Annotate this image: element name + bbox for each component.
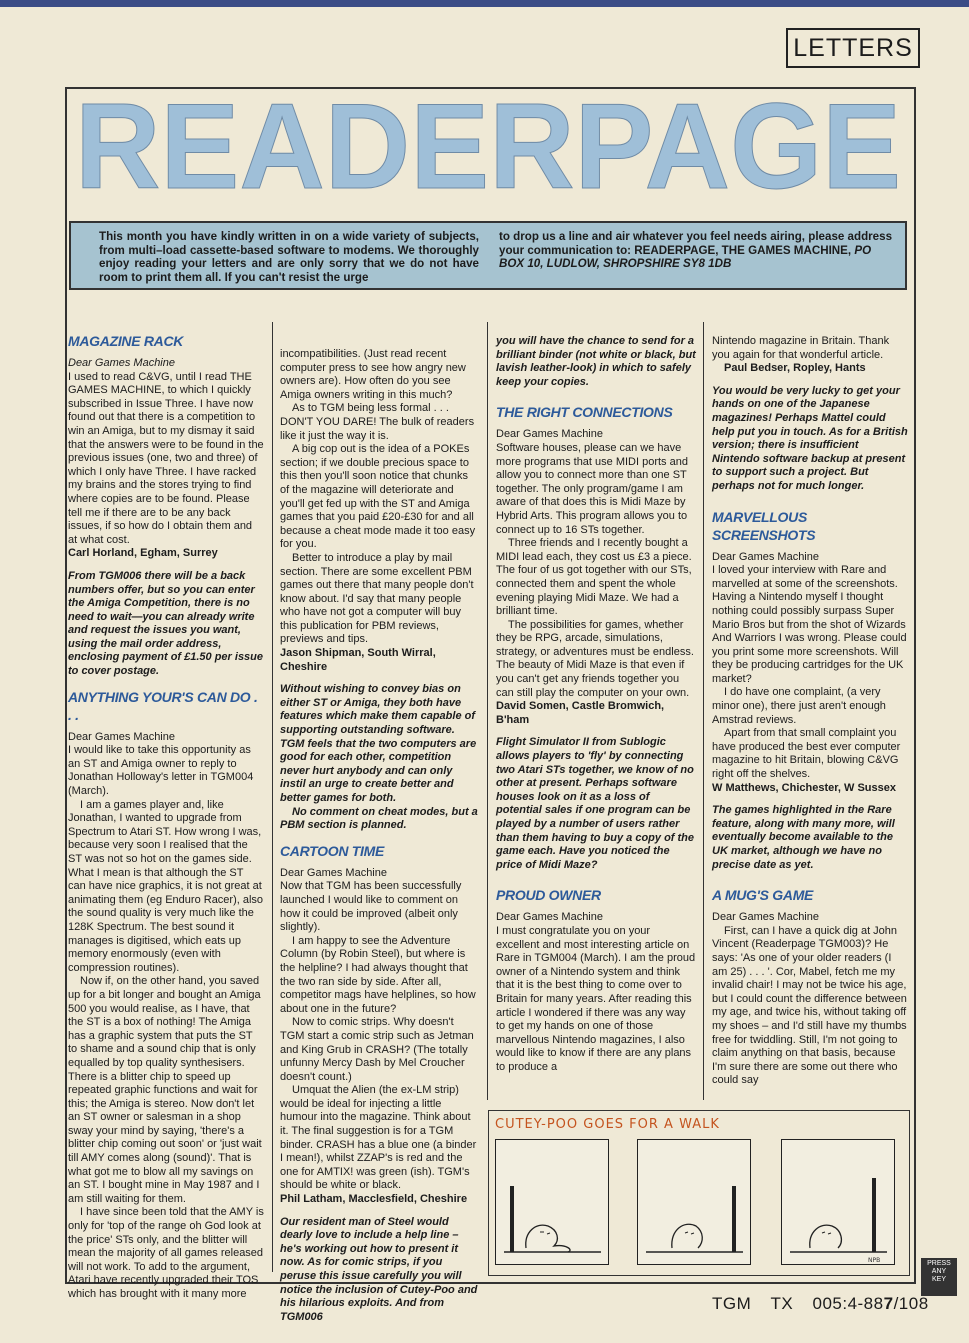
letter-text: incompatibilities. (Just read recent computer press to see how angry new owners are). How often do you see Amiga owners writing in this much? <box>280 348 466 401</box>
column-2 <box>280 348 478 1324</box>
comic-drawing <box>496 1140 608 1264</box>
letter-signature: David Somen, Castle Bromwich, B'ham <box>496 700 665 726</box>
column-1 <box>68 332 264 1302</box>
editor-reply: The games highlighted in the Rare feature, along with many more, will eventually become available to the UK market, although we have no precise date as yet. <box>712 804 895 871</box>
letter-text: I loved your interview with Rare and marvelled at some of the screenshots. Having a Nintendo myself I thought nothing could possibly surpass Super Mario Bros but from the shot of Wizards And Warriors I was wrong. Please could you print some more screenshots. Will they be producing cartridges for the UK market? <box>712 564 907 685</box>
editor-reply: Our resident man of Steel would dearly love to include a help line – he's working out how to present it now. As for comic strips, if you peruse this issue carefully you will notice the inclusion of Cutey-Poo and his hilarious exploits. And from TGM006 <box>280 1215 478 1323</box>
heading-cartoon-time: CARTOON TIME <box>280 842 384 859</box>
salutation: Dear Games Machine <box>280 866 387 879</box>
intro-left: This month you have kindly written in on a wide variety of subjects, from multi–load cassette-based software to modems. We thoroughly enjoy reading your letters and are only sorry that we do not have room to print them all. If you can't resist the urge <box>99 230 479 284</box>
letter-signature: Jason Shipman, South Wirral, Cheshire <box>280 647 436 673</box>
comic-strip <box>488 1110 910 1276</box>
letter-text: First, can I have a quick dig at John Vincent (Readerpage TGM003)? He says: 'As one of your older readers (I am 25) . . . '. Cor, Mabel, fetch me my invalid chair! I may not be twice his age, but I could count the difference between my age, and twice his, without taking off my shoes – and I'd still have my thumbs free for twiddling. Still, I'm not going to claim anything on that basis, because I'm sure there are some out there who could say <box>712 924 907 1087</box>
letter-text: Nintendo magazine in Britain. Thank you again for that wonderful article. <box>712 335 890 361</box>
heading-proud-owner: PROUD OWNER <box>496 887 601 904</box>
press-any-key-badge: PRESS ANY KEY <box>921 1258 957 1296</box>
salutation: Dear Games Machine <box>68 357 175 369</box>
heading-magazine-rack: MAGAZINE RACK <box>68 333 184 349</box>
banner-title: READERPAGE <box>75 88 901 196</box>
salutation: Dear Games Machine <box>68 730 175 743</box>
heading-marvellous-screenshots: MARVELLOUS SCREENSHOTS <box>712 508 816 543</box>
comic-panel-1 <box>495 1139 609 1265</box>
comic-title: CUTEY-POO GOES FOR A WALK <box>495 1117 720 1132</box>
letter-text: Better to introduce a play by mail section. There are some excellent PBM games out there that many people don't know about. I'd say that many people who have not got a computer will buy this publication for PBM reviews, previews and tips. <box>280 551 474 646</box>
letter-text: Apart from that small complaint you have produced the best ever computer magazine to hit Britain, blowing C&VG right off the shelves. <box>712 727 901 781</box>
comic-panel-2 <box>637 1139 751 1265</box>
heading-anything: ANYTHING YOUR'S CAN DO . . . <box>68 688 258 723</box>
footer-tgm: TGM <box>712 1294 752 1313</box>
letter-text: Software houses, please can we have more programs that use MIDI ports and allow you to connect more than one ST together. The only program/game I am aware of that does this is Midi Maze by Hybrid Arts. This program allows you to connect up to 16 STs together. <box>496 441 688 536</box>
editor-reply: Without wishing to convey bias on either ST or Amiga, they both have features which make them capable of supporting outstanding software. TGM feels that the two computers are good for each other, competition never hurt anybody and can only instil an urge to create better and better games for both. <box>280 683 477 804</box>
intro-box <box>69 221 907 290</box>
footer-tx: TX <box>770 1294 794 1313</box>
footer-issue: 005:4-887/108 <box>812 1294 929 1313</box>
editor-reply: You would be very lucky to get your hands on one of the Japanese magazines! Perhaps Mattel could help put you in touch. As for a British version; there is insufficient Nintendo software backup at present to support such a project. But perhaps not for much longer. <box>712 384 908 492</box>
comic-drawing <box>782 1140 894 1264</box>
letter-text: I must congratulate you on your excellent and most interesting article on Rare in TGM004 (March). I am the proud owner of a Nintendo system and think that it is the best thing to come over to Britain for many years. After reading this article I wondered if there was any way to get my hands on one of those marvellous Nintendo magazines, I also would like to know if there are any plans to produce a <box>496 924 696 1073</box>
salutation: Dear Games Machine <box>712 911 819 924</box>
letter-text: I would like to take this opportunity as an ST and Amiga owner to reply to Jonathan Holloway's letter in TGM004 (March). <box>68 744 254 798</box>
letter-text: Now if, on the other hand, you saved up for a bit longer and bought an Amiga 500 you would realise, as I have, that the ST is a box of nothing! The Amiga has a graphic system that puts the ST to shame and a sound chip that is only equalled by top quality synthesisers. There is a blitter chip to speed up repeated graphic functions and wait for this; the Amiga is stereo. Now don't let an ST owner or salesman in a shop sway your mind by saying, 'there's a blitter chip coming out soon' or 'just wait till AMY comes along (sound)'. That is what got me to blow all my savings on an ST. I bought mine in May 1987 and I am still waiting for them. <box>68 975 262 1205</box>
intro-right: to drop us a line and air whatever you feel needs airing, please address your communication to: READERPAGE, THE GAMES MACHINE, PO BOX 10, LUDLOW, SHROPSHIRE SY8 1DB <box>499 230 893 271</box>
salutation: Dear Games Machine <box>496 911 603 924</box>
column-4 <box>712 335 908 1088</box>
comic-drawing <box>638 1140 750 1264</box>
comic-panel-3 <box>781 1139 895 1265</box>
letter-text: Now that TGM has been successfully launched I would like to comment on how it could be improved (albeit only slightly). <box>280 880 462 934</box>
heading-right-connections: THE RIGHT CONNECTIONS <box>496 404 673 421</box>
column-rule <box>272 322 273 1272</box>
salutation: Dear Games Machine <box>712 550 819 563</box>
readerpage-banner <box>66 88 911 196</box>
letter-text: Now to comic strips. Why doesn't TGM start a comic strip such as Jetman and King Grub in CRASH? (The totally unfunny Mercy Dash by Mel Croucher doesn't count.) <box>280 1016 474 1083</box>
letter-text: Three friends and I recently bought a MIDI lead each, they cost us £3 a piece. The four of us got together with our STs, connected them and spent the whole evening playing Midi Maze. We had a brilliant time. <box>496 537 692 618</box>
letter-text: I do have one complaint, (a very minor one), there just aren't enough Amstrad reviews. <box>712 686 886 726</box>
letter-text: The possibilities for games, whether they be RPG, arcade, simulations, strategy, or adventures must be endless. The beauty of Midi Maze is that even if you can't get any friends together you can still play the computer on your own. <box>496 618 694 699</box>
letter-signature: Carl Horland, Egham, Surrey <box>68 547 218 560</box>
page-footer <box>712 1294 929 1314</box>
letter-signature: W Matthews, Chichester, W Sussex <box>712 781 896 794</box>
editor-reply: you will have the chance to send for a brilliant binder (not white or black, but lavish leather-look) in which to safely keep your copies. <box>496 335 696 388</box>
section-tag: LETTERS <box>786 28 920 68</box>
column-rule <box>703 322 704 1100</box>
column-rule <box>487 322 488 1100</box>
letter-text: A big cop out is the idea of a POKEs section; if we double precious space to this then you'll soon notice that chunks of the magazine will deteriorate and you'll get fed up with the ST and Amiga games that you paid £20-£30 for and all because a cheat mode made it too easy for you. <box>280 443 476 551</box>
heading-mugs-game: A MUG'S GAME <box>712 887 814 904</box>
letter-text: I have since been told that the AMY is only for 'top of the range oh God look at the price' STs only, and the blitter will mean the majority of all games released will not work. To add to the argument, Atari have recently upgraded their TOS which has brought with it many more <box>68 1206 264 1300</box>
editor-reply: Flight Simulator II from Sublogic allows players to 'fly' by connecting two Atari STs together, we know of no other at present. Perhaps software houses look on it as a loss of potential sales if one program can be played by a number of users rather than them having to buy a copy of the game each. Have you noticed the price of Midi Maze? <box>496 736 695 871</box>
salutation: Dear Games Machine <box>496 428 603 441</box>
letter-text: I used to read C&VG, until I read THE GAMES MACHINE, to which I quickly subscribed in Issue Three. I have now found out that there is a competition to win an Amiga, but to my dismay it said that the answers were to be found in the previous issues (one, two and three) of which I only have Three. I have racked my brains and the stores trying to find where copies are to be found. Please tell me if there are to be any back issues, if so how do I obtain them and at what cost. <box>68 370 264 546</box>
editor-reply: No comment on cheat modes, but a PBM section is planned. <box>280 805 478 832</box>
letter-signature: Phil Latham, Macclesfield, Cheshire <box>280 1193 468 1206</box>
letter-text: I am a games player and, like Jonathan, I wanted to upgrade from Spectrum to Atari ST. How wrong I was, because very soon I realised that the ST was not so hot on the games side. What I mean is that although the ST can have nice graphics, it is not great at animating them (eg Enduro Racer), also the sound quality is very much like the 128K Spectrum. The best sound it manages is digitised, which eats up memory enormously (even with compression routines). <box>68 798 264 974</box>
top-stripe <box>0 0 969 7</box>
letter-text: As to TGM being less formal . . . DON'T YOU DARE! The bulk of readers like it just the way it is. <box>280 402 475 442</box>
comic-signature: NPB <box>868 1257 881 1264</box>
letter-text: Umquat the Alien (the ex-LM strip) would be ideal for injecting a little humour into the magazine. Think about it. The final suggestion is for a TGM binder. CRASH has a blue one (a binder I mean!), whilst ZZAP's is red and the one for AMTIX! was green (ish). TGM's should be white or black. <box>280 1084 477 1192</box>
letter-signature: Paul Bedser, Ropley, Hants <box>724 362 866 375</box>
editor-reply: From TGM006 there will be a back numbers offer, but so you can enter the Amiga Competition, there is no need to wait—you can already write and request the issues you want, using the mail order address, enclosing payment of £1.50 per issue to cover postage. <box>68 569 264 678</box>
column-3 <box>496 335 696 1075</box>
letter-text: I am happy to see the Adventure Column (by Robin Steel), but where is the helpline? I had always thought that the two ran side by side. After all, competitor mags have helplines, so how about one in the future? <box>280 934 476 1015</box>
